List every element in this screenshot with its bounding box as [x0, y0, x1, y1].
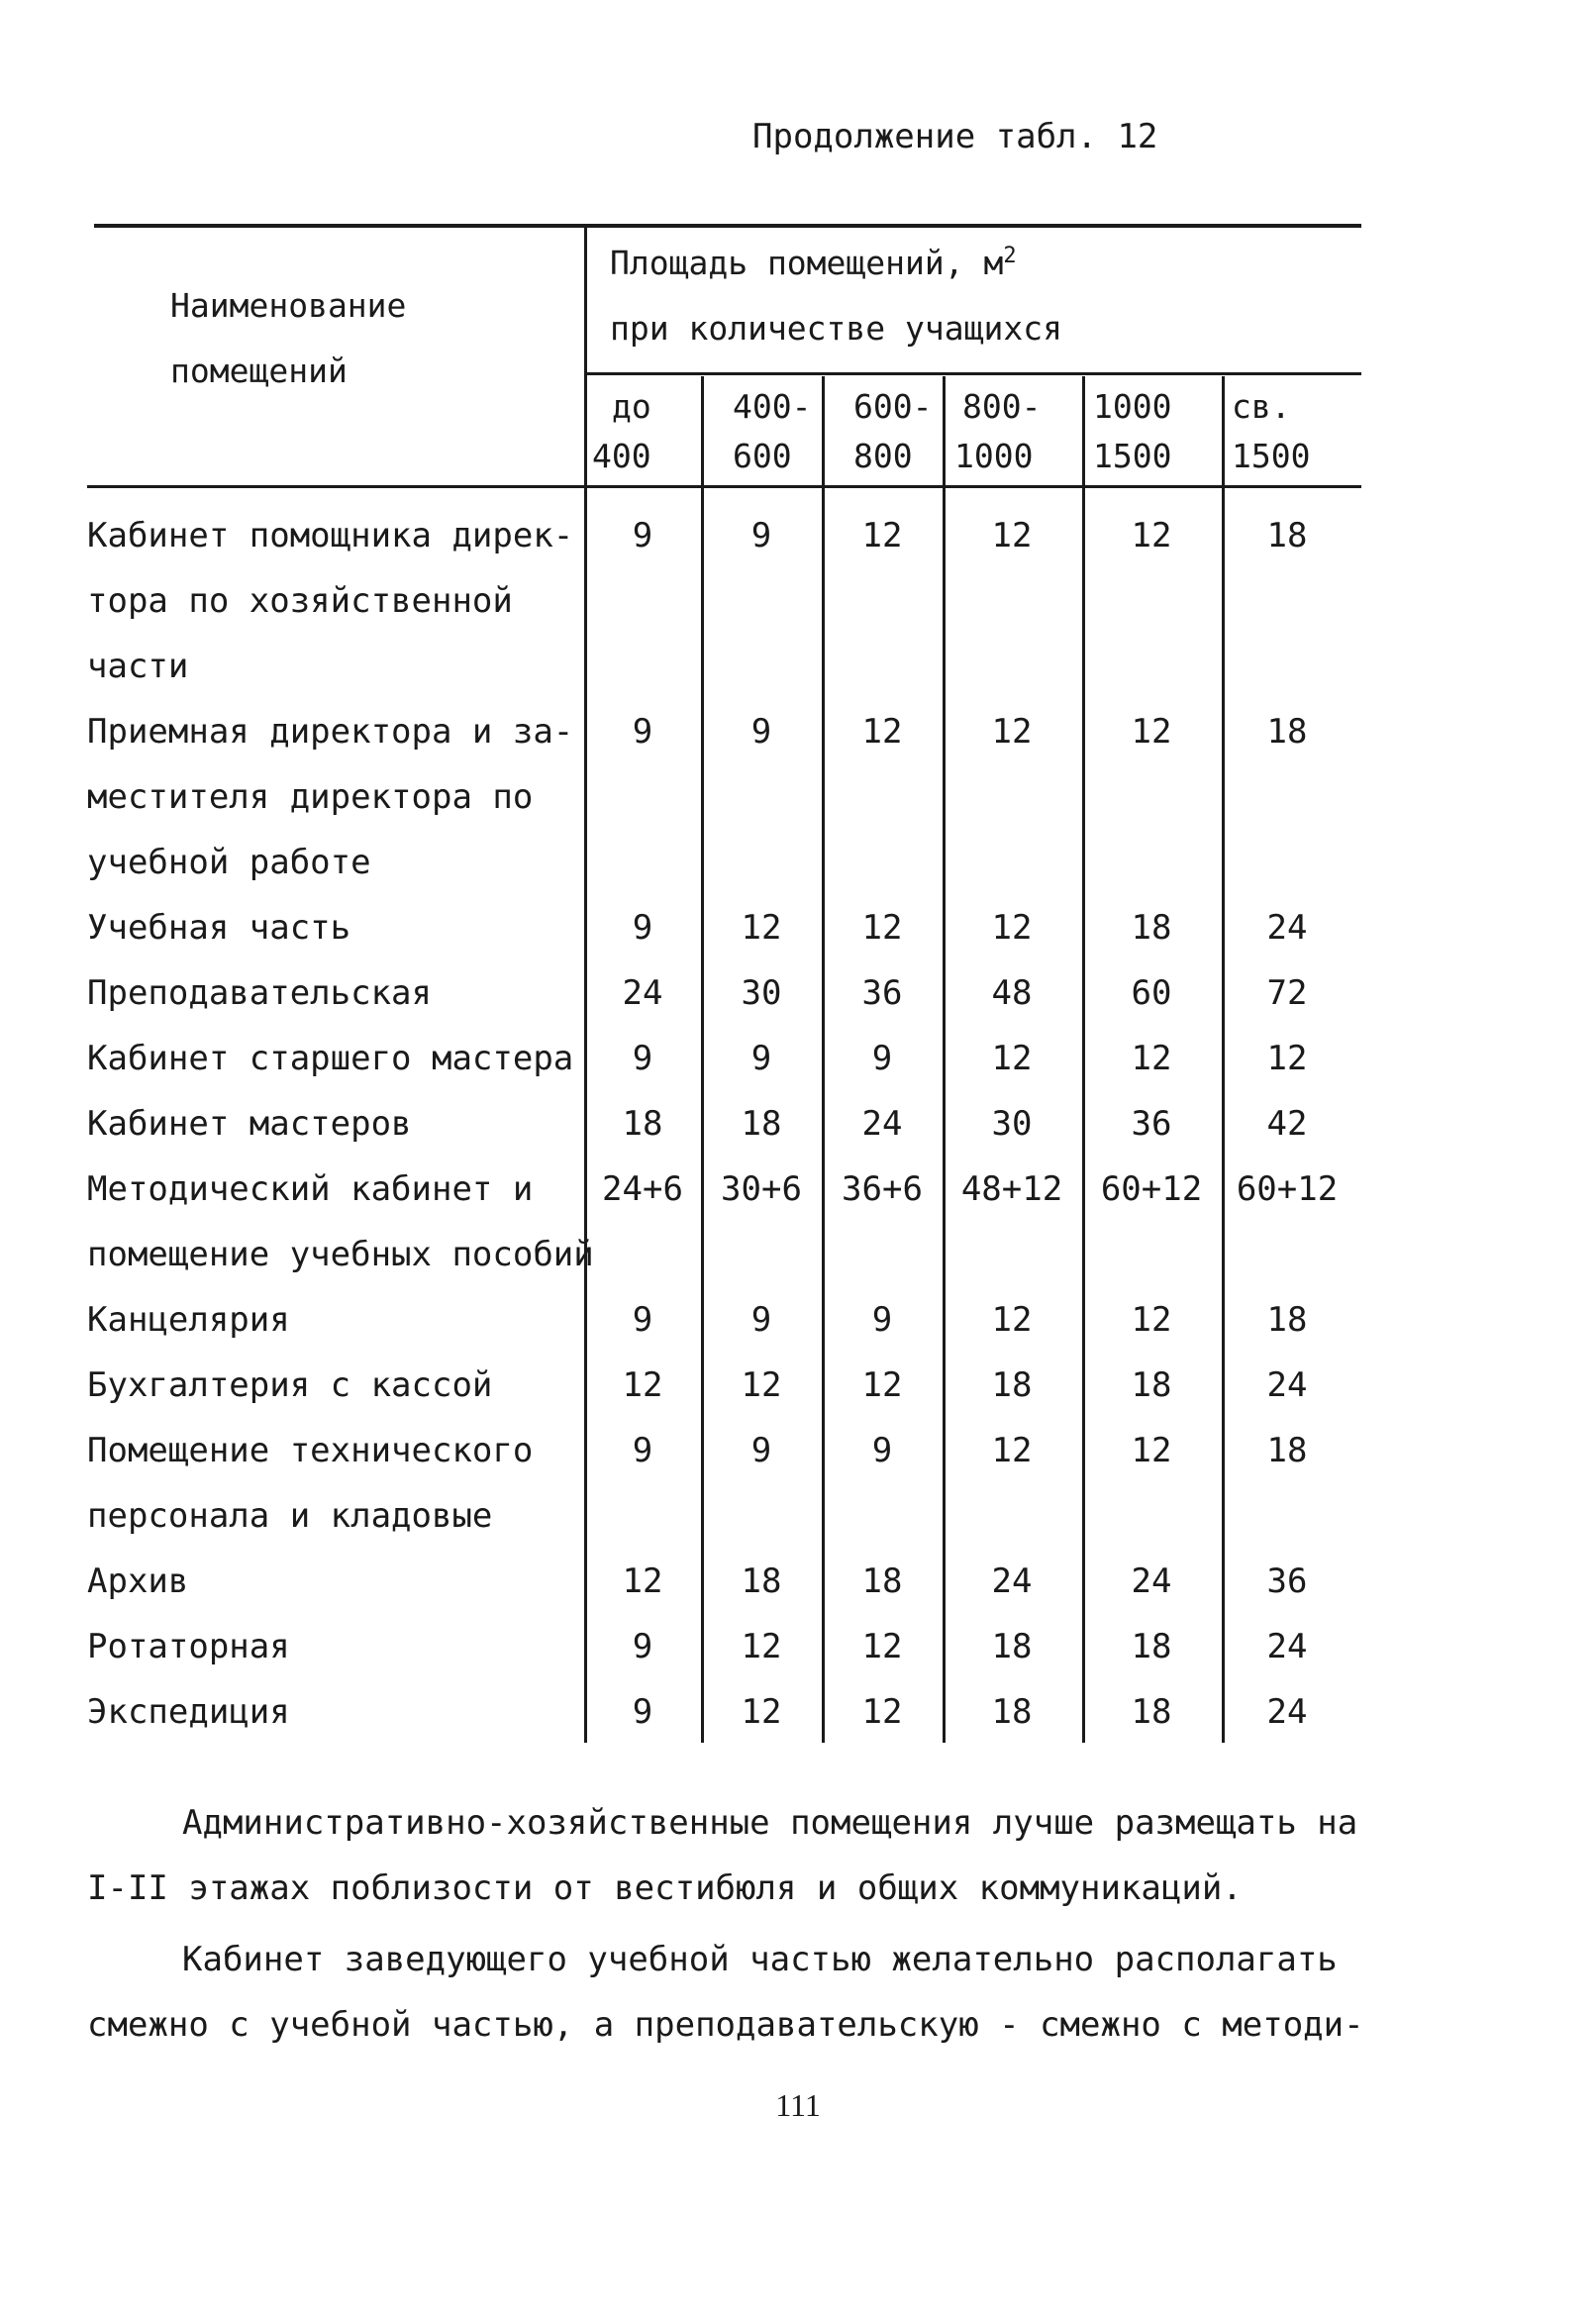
row-name-line: учебной работе: [87, 843, 371, 882]
row-name: [87, 1679, 602, 1745]
row-value: 36: [861, 973, 903, 1013]
paragraph-2: [87, 1927, 1374, 2058]
row-name: [87, 1549, 602, 1614]
row-value: 12: [991, 1300, 1033, 1340]
row-name: [87, 895, 602, 960]
row-value: 18: [1131, 1627, 1172, 1666]
row-value: 60: [1131, 973, 1172, 1013]
row-name-line: персонала и кладовые: [87, 1496, 493, 1536]
col-header-4-line1: 1000: [1093, 387, 1172, 426]
paragraph-2-line2: смежно с учебной частью, а преподавательскую - смежно с методи-: [87, 2005, 1364, 2045]
table-row: [0, 1614, 1596, 1679]
row-value: 12: [1266, 1039, 1308, 1078]
row-value: 9: [632, 1039, 653, 1078]
paragraph-1: [87, 1790, 1374, 1921]
table-row: [0, 1287, 1596, 1353]
col-header-1-line1: 400-: [733, 387, 812, 426]
row-value: 12: [861, 712, 903, 752]
row-value: 36: [1266, 1561, 1308, 1601]
row-value: 12: [622, 1561, 663, 1601]
row-value: 12: [991, 712, 1033, 752]
row-name-line: Кабинет старшего мастера: [87, 1039, 574, 1078]
header-sub-rule: [586, 372, 1361, 375]
table-row: [0, 1418, 1596, 1549]
header-area: [610, 224, 1062, 361]
table-row: [0, 1157, 1596, 1287]
header-area-line2: при количестве учащихся: [610, 309, 1062, 348]
row-value: 12: [991, 1431, 1033, 1470]
row-value: 12: [861, 1692, 903, 1732]
row-value: 12: [741, 1692, 782, 1732]
row-value: 9: [871, 1039, 893, 1078]
row-value: 24: [1266, 1365, 1308, 1405]
row-value: 12: [1131, 712, 1172, 752]
col-header-2: [853, 382, 943, 481]
col-header-2-line2: 800: [853, 437, 913, 475]
row-value: 12: [991, 1039, 1033, 1078]
header-area-sup: 2: [1003, 244, 1017, 268]
row-value: 18: [741, 1104, 782, 1144]
row-name: [87, 503, 602, 699]
row-name-line: помещение учебных пособий: [87, 1235, 594, 1274]
col-header-0-line1: до: [612, 387, 651, 426]
col-header-3-line1: 800-: [962, 387, 1042, 426]
row-name-line: тора по хозяйственной: [87, 581, 513, 621]
row-value: 18: [1266, 516, 1308, 555]
row-name: [87, 1026, 602, 1091]
col-header-5-line2: 1500: [1232, 437, 1311, 475]
row-name-line: Учебная часть: [87, 908, 351, 948]
row-value: 24: [622, 973, 663, 1013]
row-value: 12: [991, 908, 1033, 948]
row-value: 9: [632, 908, 653, 948]
row-value: 30+6: [721, 1169, 802, 1209]
row-value: 18: [1266, 1300, 1308, 1340]
paragraph-1-line1: Административно-хозяйственные помещения лучше размещать на: [182, 1803, 1358, 1843]
paragraph-1-line2: I-II этажах поблизости от вестибюля и общих коммуникаций.: [87, 1868, 1243, 1908]
col-header-4: [1093, 382, 1217, 481]
row-value: 36+6: [842, 1169, 923, 1209]
col-header-2-line1: 600-: [853, 387, 933, 426]
row-value: 30: [991, 1104, 1033, 1144]
row-name-line: местителя директора по: [87, 777, 534, 817]
row-value: 9: [750, 516, 772, 555]
row-value: 18: [991, 1692, 1033, 1732]
row-name: [87, 1614, 602, 1679]
col-header-3: [954, 382, 1073, 481]
row-name-line: Экспедиция: [87, 1692, 290, 1732]
row-value: 18: [991, 1627, 1033, 1666]
col-header-4-line2: 1500: [1093, 437, 1172, 475]
row-value: 12: [1131, 1431, 1172, 1470]
row-name-line: Кабинет мастеров: [87, 1104, 412, 1144]
row-name: [87, 1287, 602, 1353]
header-name-col: [170, 273, 406, 404]
row-value: 12: [741, 1365, 782, 1405]
row-value: 72: [1266, 973, 1308, 1013]
col-header-0-line2: 400: [592, 437, 651, 475]
col-header-5-line1: св.: [1232, 387, 1291, 426]
row-value: 24: [1266, 1627, 1308, 1666]
row-value: 48+12: [960, 1169, 1063, 1209]
row-name-line: Бухгалтерия с кассой: [87, 1365, 493, 1405]
row-name-line: Методический кабинет и: [87, 1169, 534, 1209]
row-value: 12: [991, 516, 1033, 555]
row-value: 48: [991, 973, 1033, 1013]
col-header-1-line2: 600: [733, 437, 792, 475]
row-value: 60+12: [1236, 1169, 1339, 1209]
row-name: [87, 1353, 602, 1418]
table-row: [0, 960, 1596, 1026]
col-header-1: [733, 382, 822, 481]
row-value: 9: [632, 516, 653, 555]
row-value: 24: [861, 1104, 903, 1144]
row-name-line: части: [87, 647, 189, 686]
table-row: [0, 1353, 1596, 1418]
page-number: 111: [775, 2087, 821, 2123]
row-value: 9: [632, 1300, 653, 1340]
row-name-line: Канцелярия: [87, 1300, 290, 1340]
col-header-0: [592, 382, 701, 481]
table-row: [0, 1026, 1596, 1091]
row-value: 12: [861, 1627, 903, 1666]
row-value: 9: [750, 1039, 772, 1078]
header-name-line2: помещений: [170, 352, 348, 390]
row-name: [87, 1157, 602, 1287]
row-name: [87, 1091, 602, 1157]
table-row: [0, 1091, 1596, 1157]
row-value: 42: [1266, 1104, 1308, 1144]
row-value: 18: [622, 1104, 663, 1144]
table-row: [0, 503, 1596, 699]
row-value: 18: [1266, 712, 1308, 752]
row-value: 9: [750, 1431, 772, 1470]
row-value: 9: [632, 1692, 653, 1732]
col-header-5: [1232, 382, 1355, 481]
header-area-line1: Площадь помещений, $м^2$: [610, 244, 1017, 282]
header-name-line1: Наименование: [170, 286, 407, 325]
row-value: 18: [991, 1365, 1033, 1405]
row-value: 9: [871, 1300, 893, 1340]
row-value: 9: [750, 1300, 772, 1340]
row-value: 12: [1131, 516, 1172, 555]
table-caption: Продолжение табл. 12: [752, 117, 1158, 156]
row-value: 18: [1131, 1365, 1172, 1405]
row-name-line: Приемная директора и за-: [87, 712, 574, 752]
row-value: 18: [861, 1561, 903, 1601]
row-name: [87, 960, 602, 1026]
row-name-line: Преподавательская: [87, 973, 432, 1013]
row-value: 18: [1131, 908, 1172, 948]
row-value: 12: [741, 1627, 782, 1666]
row-value: 24: [991, 1561, 1033, 1601]
row-value: 12: [861, 908, 903, 948]
table-row: [0, 1549, 1596, 1614]
row-value: 24: [1266, 908, 1308, 948]
row-value: 12: [1131, 1300, 1172, 1340]
row-value: 30: [741, 973, 782, 1013]
col-header-3-line2: 1000: [954, 437, 1034, 475]
table-row: [0, 895, 1596, 960]
row-value: 9: [750, 712, 772, 752]
row-value: 9: [871, 1431, 893, 1470]
table-row: [0, 1679, 1596, 1745]
row-name: [87, 699, 602, 895]
row-value: 18: [741, 1561, 782, 1601]
row-value: 24+6: [602, 1169, 683, 1209]
row-value: 12: [1131, 1039, 1172, 1078]
paragraph-2-line1: Кабинет заведующего учебной частью желательно располагать: [182, 1940, 1338, 1979]
row-value: 36: [1131, 1104, 1172, 1144]
row-value: 24: [1131, 1561, 1172, 1601]
row-value: 24: [1266, 1692, 1308, 1732]
row-name-line: Ротаторная: [87, 1627, 290, 1666]
row-name-line: Архив: [87, 1561, 189, 1601]
header-bottom-rule: [87, 485, 1361, 488]
table-row: [0, 699, 1596, 895]
row-value: 12: [861, 1365, 903, 1405]
row-value: 9: [632, 712, 653, 752]
row-name: [87, 1418, 602, 1549]
row-value: 12: [741, 908, 782, 948]
row-value: 12: [861, 516, 903, 555]
row-value: 12: [622, 1365, 663, 1405]
row-value: 18: [1266, 1431, 1308, 1470]
row-value: 9: [632, 1431, 653, 1470]
row-name-line: Помещение технического: [87, 1431, 534, 1470]
row-value: 18: [1131, 1692, 1172, 1732]
row-name-line: Кабинет помощника дирек-: [87, 516, 574, 555]
row-value: 9: [632, 1627, 653, 1666]
row-value: 60+12: [1100, 1169, 1203, 1209]
